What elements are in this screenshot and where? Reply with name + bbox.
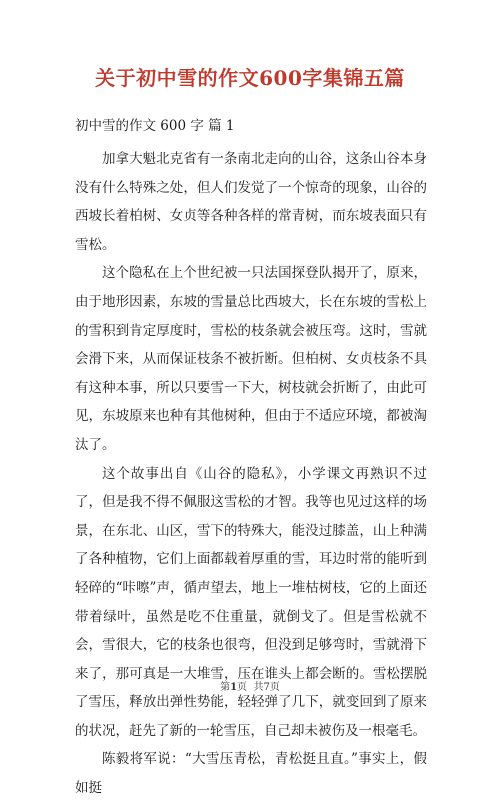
paragraph: 陈毅将军说：“大雪压青松，青松挺且直。”事实上，假如挺 [75, 751, 427, 797]
paragraph: 这个故事出自《山谷的隐私》，小学课文再熟识不过了，但是我不得不佩服这雪松的才智。我等也见过这样的场景，在东北、山区，雪下的特殊大，能没过膝盖，山上种满了各种植物，它们上面都载着厚重的雪，耳边时常的能听到轻碎的“咔嚓”声，循声望去，地上一堆枯树枝，它的上面还带着绿叶，虽然是吃不住重量，就倒戈了。但是雪松就不会，雪很大，它的枝条也很弯，但没到足够弯时，雪就滑下来了，那可真是一大堆雪，压在谁头上都会断的。雪松摆脱了雪压，释放出弹性势能，轻轻弹了几下，就变回到了原来的状况，赶先了新的一轮雪压，自己却未被伤及一根毫毛。 [75, 465, 427, 739]
page-title: 关于初中雪的作文600字集锦五篇 [95, 66, 405, 90]
section-heading: 初中雪的作文 600 字 篇 1 [75, 118, 235, 134]
footer-prefix: 第 [220, 682, 231, 693]
footer-page-suffix: 页 [237, 682, 248, 693]
article-body [75, 145, 427, 803]
total-pages: 共7页 [253, 682, 280, 693]
paragraph: 加拿大魁北克省有一条南北走向的山谷，这条山谷本身没有什么特殊之处，但人们发觉了一个惊奇的现象，山谷的西坡长着柏树、女贞等各种各样的常青树，而东坡表面只有雪松。 [75, 151, 427, 253]
current-page-number: 1 [230, 682, 238, 693]
page-footer [0, 681, 500, 695]
paragraph: 这个隐私在上个世纪被一只法国探登队揭开了，原来，由于地形因素，东坡的雪量总比西坡大，长在东坡的雪松上的雪积到肯定厚度时，雪松的枝条就会被压弯。这时，雪就会滑下来，从而保证枝条不被折断。但柏树、女贞枝条不具有这种本事，所以只要雪一下大，树枝就会折断了，由此可见，东坡原来也种有其他树种，但由于不适应环境，都被淘汰了。 [75, 265, 427, 453]
